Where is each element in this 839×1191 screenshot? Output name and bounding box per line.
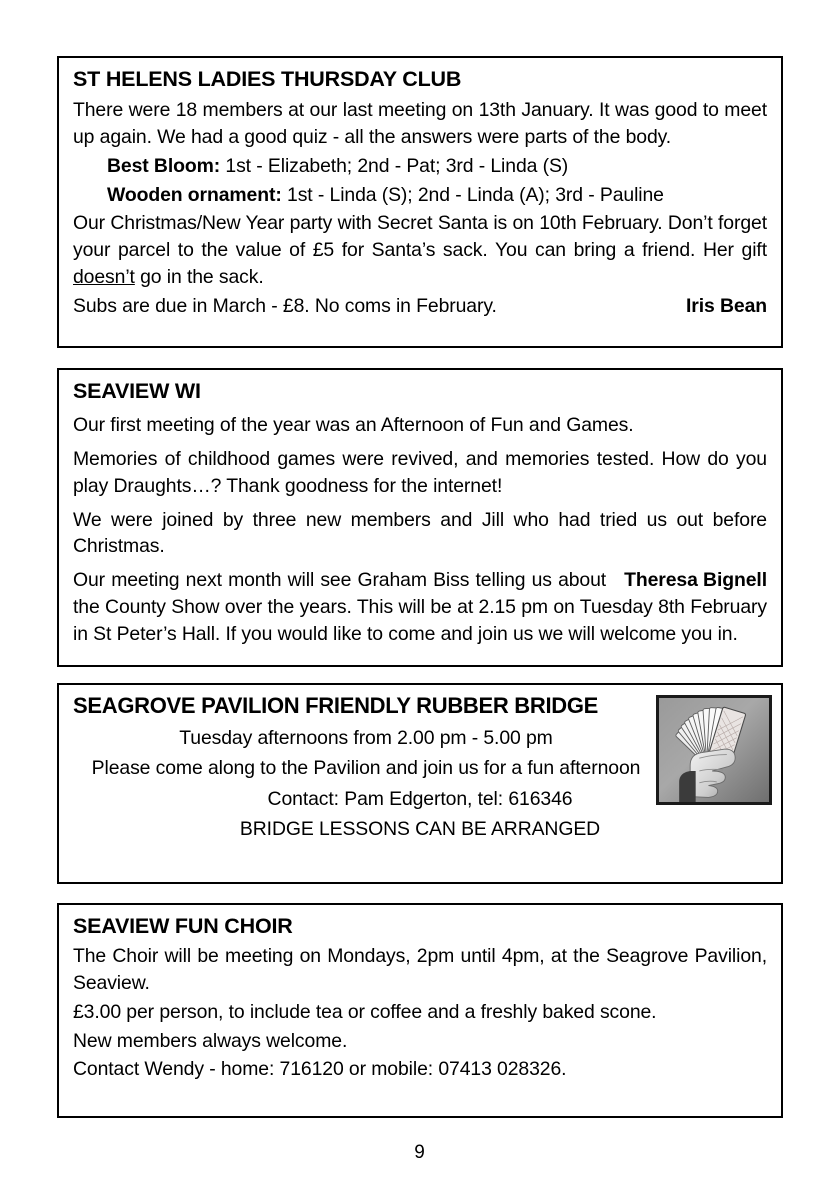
article-paragraph: £3.00 per person, to include tea or coffee and a freshly baked scone. — [73, 1000, 657, 1023]
bridge-text-column — [73, 693, 659, 782]
article-paragraph: We were joined by three new members and Jill who had tried us out before Christmas. — [73, 508, 767, 558]
article-paragraph: There were 18 members at our last meeting on 13th January. It was good to meet up again. We had a good quiz - all the answers were parts of the body. — [73, 99, 767, 149]
result-label: Best Bloom: — [107, 154, 221, 177]
next-meeting-text: Our meeting next month will see Graham Biss telling us about the County Show over the years. This will be at 2.15 pm on Tuesday 8th February in St Peter’s Hall. If you would like to come and join us we will welcome you in. — [73, 569, 767, 645]
article-content — [59, 58, 781, 327]
result-value: 1st - Linda (S); 2nd - Linda (A); 3rd - Pauline — [287, 183, 664, 206]
result-line-wooden-ornament — [73, 182, 767, 209]
result-label: Wooden ornament: — [107, 183, 282, 206]
article-title-seagrove-bridge: SEAGROVE PAVILION FRIENDLY RUBBER BRIDGE — [73, 693, 599, 718]
article-paragraph-next-meeting — [73, 567, 767, 647]
article-seaview-fun-choir — [57, 903, 783, 1118]
article-paragraph-contact: Contact Wendy - home: 716120 or mobile: 07413 028326. — [73, 1058, 567, 1081]
article-paragraph: Our first meeting of the year was an Afternoon of Fun and Games. — [73, 414, 634, 437]
article-signature-iris-bean: Iris Bean — [685, 294, 767, 317]
result-line-best-bloom — [73, 153, 767, 180]
bridge-line-times: Tuesday afternoons from 2.00 pm - 5.00 pm — [179, 727, 553, 749]
article-paragraph-christmas-party — [73, 210, 767, 290]
subs-text: Subs are due in March - £8. No coms in February. — [73, 294, 497, 317]
article-content — [59, 905, 781, 1091]
result-value: 1st - Elizabeth; 2nd - Pat; 3rd - Linda (S) — [225, 154, 569, 177]
article-signature-theresa-bignell: Theresa Bignell — [624, 569, 767, 592]
article-content — [59, 370, 781, 662]
article-paragraph: Memories of childhood games were revived, and memories tested. How do you play Draughts…? Thank goodness for the internet! — [73, 448, 767, 497]
article-content — [59, 685, 781, 855]
article-title-seaview-fun-choir: SEAVIEW FUN CHOIR — [73, 914, 293, 938]
christmas-text-part-one: Our Christmas/New Year party with Secret Santa is on 10th February. Don’t forget your parcel to the value of £5 for Santa’s sack. You can bring a friend. Her gift — [73, 212, 767, 262]
article-title-st-helens: ST HELENS LADIES THURSDAY CLUB — [73, 67, 462, 91]
page-number: 9 — [414, 1142, 425, 1163]
article-paragraph: New members always welcome. — [73, 1029, 348, 1052]
article-seaview-wi — [57, 368, 783, 667]
article-title-seaview-wi: SEAVIEW WI — [73, 379, 201, 403]
playing-cards-photo — [656, 695, 772, 805]
bridge-line-contact: Contact: Pam Edgerton, tel: 616346 — [267, 787, 573, 810]
christmas-emphasis-word: doesn’t — [73, 265, 135, 288]
bridge-line-lessons: BRIDGE LESSONS CAN BE ARRANGED — [239, 818, 601, 841]
bridge-line-invitation: Please come along to the Pavilion and join us for a fun afternoon — [91, 757, 641, 780]
christmas-text-part-two: go in the sack. — [134, 265, 264, 288]
article-subs-line — [73, 293, 767, 320]
article-seagrove-pavilion-friendly-rubber-bridge — [57, 683, 783, 884]
article-st-helens-ladies-thursday-club — [57, 56, 783, 348]
article-paragraph: The Choir will be meeting on Mondays, 2pm until 4pm, at the Seagrove Pavilion, Seaview. — [73, 945, 767, 995]
